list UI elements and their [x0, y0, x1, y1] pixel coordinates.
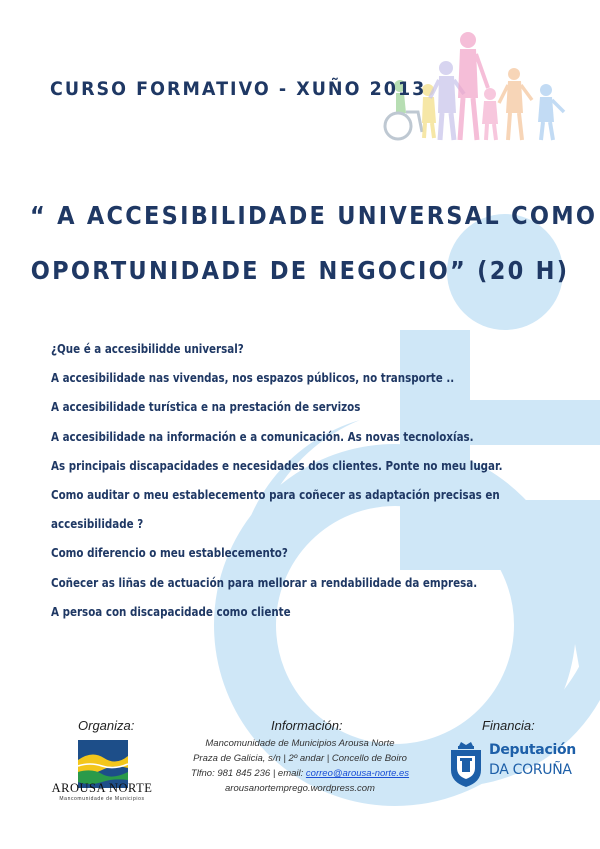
course-title	[0, 188, 600, 298]
arousa-norte-name: AROUSA NORTE	[51, 781, 153, 795]
deputacion-crest-icon	[447, 740, 485, 788]
organiza-label: Organiza:	[78, 718, 135, 733]
info-phone: Tlfno: 981 845 236 | email:	[190, 768, 306, 779]
info-phone-email-line	[190, 766, 410, 781]
email-link[interactable]: correo@arousa-norte.es	[305, 768, 410, 779]
course-title-line-2: OPORTUNIDADE DE NEGOCIO” (20 H)	[30, 256, 570, 285]
info-org-name: Mancomunidade de Municipios Arousa Norte	[205, 738, 395, 749]
deputacion-subtitle: DA CORUÑA	[489, 762, 572, 778]
topic-item: As principais discapacidades e necesidades dos clientes. Ponte no meu lugar.	[51, 458, 503, 473]
topic-item: Como diferencio o meu establecemento?	[51, 546, 288, 561]
topic-item: accesibilidade ?	[51, 517, 144, 532]
topic-item: ¿Que é a accesibilidde universal?	[51, 342, 244, 356]
topic-item: Coñecer as liñas de actuación para mellorar a rendabilidade da empresa.	[51, 575, 478, 590]
financia-label: Financia:	[482, 718, 535, 733]
topic-item: A accesibilidade turística e na prestación de servizos	[51, 400, 361, 415]
topics-list	[51, 339, 571, 631]
topic-item: A accesibilidade nas vivendas, nos espazos públicos, no transporte ..	[51, 371, 455, 386]
course-header: CURSO FORMATIVO - XUÑO 2013	[50, 78, 427, 100]
contact-info	[190, 736, 410, 796]
topic-item: A persoa con discapacidade como cliente	[51, 604, 291, 619]
arousa-norte-subtitle: Mancomunidade de Municipios	[59, 796, 145, 802]
informacion-label: Información:	[271, 718, 343, 733]
footer	[0, 712, 600, 812]
topic-item: Como auditar o meu establecemento para coñecer as adaptación precisas en	[51, 487, 500, 502]
info-website: arousanortemprego.wordpress.com	[225, 783, 375, 794]
course-title-line-1: “ A ACCESIBILIDADE UNIVERSAL COMO	[30, 201, 598, 230]
deputacion-name: Deputación	[489, 742, 576, 758]
info-address: Praza de Galicia, s/n | 2º andar | Concello de Boiro	[193, 753, 407, 764]
topic-item: A accesibilidade na información e a comunicación. As novas tecnoloxías.	[51, 429, 474, 444]
